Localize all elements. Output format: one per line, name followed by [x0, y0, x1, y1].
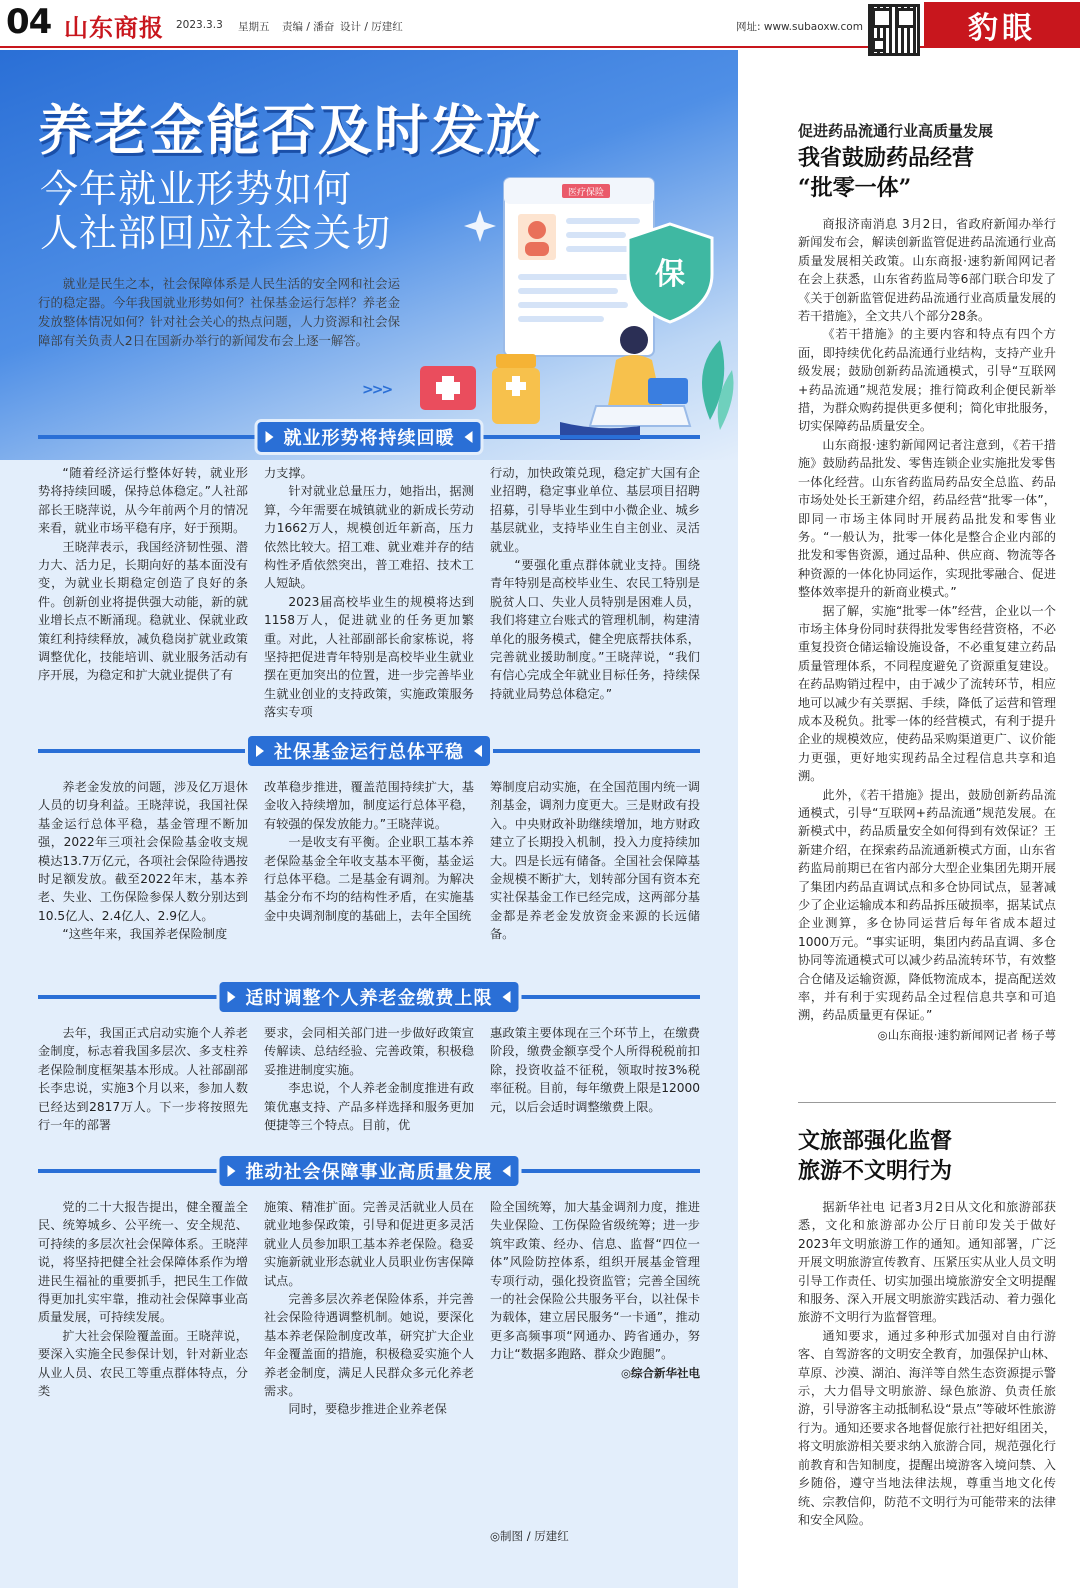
section-body-security: [38, 1198, 700, 1419]
insurance-illustration: [420, 170, 738, 450]
paragraph: 党的二十大报告提出，健全覆盖全民、统筹城乡、公平统一、安全规范、可持续的多层次社会保障体系。王晓萍说，将坚持把健全社会保障体系作为增进民生福祉的重要抓手，把民生工作做得更加扎实牢靠，推动社会保障事业高质量发展，可持续发展。: [38, 1200, 248, 1325]
column-divider: [798, 1102, 1056, 1103]
paragraph: 惠政策主要体现在三个环节上，在缴费阶段，缴费金额享受个人所得税税前扣除，投资收益不征税，领取时按3%税率征税。目前，每年缴费上限是12000元，以后会适时调整缴费上限。: [490, 1026, 700, 1114]
text-column-3: [490, 1024, 700, 1134]
paragraph: 筹制度启动实施，在全国范围内统一调剂基金，调剂力度更大。三是财政有投入。中央财政补助继续增加，地方财政建立了长期投入机制，投入力度持续加大。四是长远有储备。全国社会保障基金规模不断扩大，划转部分国有资本充实社保基金工作已经完成，这两部分基金都是养老金发放资金来源的长远储备。: [490, 780, 700, 942]
paragraph: 养老金发放的问题，涉及亿万退休人员的切身利益。王晓萍说，我国社保基金运行总体平稳，基金管理不断加强，2022年三项社会保险基金收支规模达13.7万亿元，各项社会保险待遇按时足额发放。截至2022年末，基本养老、失业、工伤保险参保人数分别达到10.5亿人、2.4亿人、2.9亿人。: [38, 780, 248, 923]
paragraph: 此外，《若干措施》提出，鼓励创新药品流通模式，引导“互联网+药品流通”规范发展。在新模式中，药品质量安全如何得到有效保证？王新建介绍，在探索药品流通新模式方面，山东省药监局前期已在省内部分大型企业集团先期开展了集团内药品直调试点和多仓协同试点，显著减少了企业运输成本和药品拆压破损率，据某试点企业测算，多仓协同运营后每年省成本超过1000万元。“事实证明，集团内药品直调、多仓协同等流通模式可以减少药品流转环节，有效整合仓储及运输资源，降低物流成本，提高配送效率，并有利于实现药品全过程信息共享和可追溯，药品质量更有保证。”: [798, 787, 1056, 1023]
paragraph: 商报济南消息 3月2日，省政府新闻办举行新闻发布会，解读创新监管促进药品流通行业高质量发展相关政策。山东商报·速豹新闻网记者在会上获悉，山东省药监局等6部门联合印发了《关于创新监管促进药品流通行业高质量发展的若干措施》，全文共八个部分28条。: [798, 217, 1056, 324]
text-column-1: [38, 778, 248, 944]
section-heading-text: 推动社会保障事业高质量发展: [245, 1162, 493, 1183]
main-subheadline-1: 今年就业形势如何: [40, 167, 353, 211]
editor-credit: 责编 / 潘奋: [282, 21, 335, 33]
section-body-fund: [38, 778, 700, 944]
text-column-1: [38, 464, 248, 722]
text-column-2: [264, 1024, 474, 1134]
section-body-pension: [38, 1024, 700, 1134]
paragraph: 一是收支有平衡。企业职工基本养老保险基金全年收支基本平衡，基金运行总体平稳。二是基金有调剂。为解决基金分布不均的结构性矛盾，在实施基金中央调剂制度的基础上，去年全国统: [264, 835, 474, 923]
page-header: [0, 0, 1080, 48]
medical-kit-icon: [420, 366, 476, 410]
paragraph: “随着经济运行整体好转，就业形势将持续回暖，保持总体稳定。”人社部部长王晓萍说，从今年前两个月的情况来看，就业市场平稳有序，好于预期。: [38, 466, 248, 536]
section-heading-pill: [258, 422, 481, 452]
paragraph: 同时，要稳步推进企业养老保: [288, 1402, 447, 1417]
hero-banner: [0, 50, 738, 460]
side-article-body: [798, 1198, 1056, 1529]
paragraph: 完善多层次养老保险体系，并完善社会保险待遇调整机制。她说，要深化基本养老保险制度改革，研究扩大企业年金覆盖面的措施，积极稳妥实施个人养老金制度，满足人民群众多元化养老需求。: [264, 1292, 474, 1399]
paragraph: 改革稳步推进，覆盖范围持续扩大，基金收入持续增加，制度运行总体平稳，有较强的保发放能力。”王晓萍说。: [264, 780, 474, 831]
section-heading-text: 就业形势将持续回暖: [283, 428, 455, 449]
insurance-label: 医疗保险: [567, 188, 605, 198]
side-article-body: [798, 215, 1056, 1025]
main-article: [0, 50, 738, 1588]
designer-credit: 设计 / 厉建红: [340, 21, 403, 33]
paragraph: “要强化重点群体就业支持。围绕青年特别是高校毕业生、农民工特别是脱贫人口、失业人员特别是困难人员，我们将建立台账式的管理机制，构建清单化的服务模式，健全兜底帮扶体系，完善就业援助制度。”王晓萍说，“我们有信心完成全年就业目标任务，持续保持就业局势总体稳定。”: [490, 558, 700, 701]
text-column-2: [264, 464, 474, 722]
side-article-title-1: 文旅部强化监督: [798, 1128, 953, 1154]
paragraph: 据了解，实施“批零一体”经营，企业以一个市场主体身份同时获得批发零售经营资格，不必重复投资仓储运输设施设备，不必重复建立药品质量管理体系，不同程度避免了资源重复建设。在药品购销过程中，由于减少了流转环节，相应地可以减少有关票据、手续，降低了运营和管理成本及税负。批零一体的经营模式，有利于提升企业的规模效应，使药品采购渠道更广、议价能力更强，更好地实现药品全过程信息共享和追溯。: [798, 603, 1056, 784]
paragraph: 险全国统筹，加大基金调剂力度，推进失业保险、工伤保险省级统筹；进一步筑牢政策、经办、信息、监督“四位一体”风险防控体系，组织开展基金管理专项行动，强化投资监管；完善全国统一的社会保险公共服务平台，以社保卡为载体，建立居民服务“一卡通”，推动更多高频事项“网通办、跨省通办，努力让“数据多跑路、群众少跑腿”。: [490, 1200, 700, 1362]
side-article-title-2: 旅游不文明行为: [798, 1158, 953, 1184]
section-heading-security: [38, 1156, 700, 1186]
issue-date: 2023.3.3: [176, 19, 223, 31]
arrow-decoration-icon: >>>: [362, 382, 392, 398]
paragraph: 2023届高校毕业生的规模将达到1158万人，促进就业的任务更加繁重。对此，人社部副部长俞家栋说，将坚持把促进青年特别是高校毕业生就业摆在更加突出的位置，进一步完善毕业生就业创业的支持政策，实施政策服务落实专项: [264, 594, 474, 720]
website-url: 网址: www.subaoxw.com: [736, 21, 863, 33]
section-heading-text: 社保基金运行总体平稳: [274, 742, 464, 763]
section-heading-employment: [38, 422, 700, 452]
column-tag-label: 豹眼: [968, 11, 1036, 46]
main-subheadline-2: 人社部回应社会关切: [40, 211, 392, 255]
source-credit: ◎综合新华社电: [620, 1365, 700, 1380]
newspaper-name: 山东商报: [64, 13, 164, 42]
issue-weekday: 星期五: [238, 21, 270, 33]
column-tag: [924, 2, 1080, 48]
sparkle-icon: [464, 210, 496, 242]
side-article-tourism: [798, 1124, 1056, 1529]
paragraph: 要求，会同相关部门进一步做好政策宣传解读、总结经验、完善政策，积极稳妥推进制度实施。: [264, 1026, 474, 1077]
page-number: 04: [6, 2, 52, 42]
paragraph: 通知要求，通过多种形式加强对自由行游客、自驾游客的文明安全教育，加强保护山林、草原、沙漠、湖泊、海洋等自然生态资源提示警示，大力倡导文明旅游、绿色旅游、负责任旅游，引导游客主动抵制私设“景点”等破坏性旅游行为。通知还要求各地督促旅行社把好组团关，将文明旅游相关要求纳入旅游合同，规范强化行前教育和告知制度，提醒出境游客入境问禁、入乡随俗，遵守当地法律法规，尊重当地文化传统、宗教信仰，防范不文明行为可能带来的法律和安全风险。: [798, 1328, 1056, 1527]
text-column-3: [490, 1198, 700, 1419]
section-heading-fund: [38, 736, 700, 766]
paragraph: 针对就业总量压力，她指出，据测算，今年需要在城镇就业的新成长劳动力1662万人，规模创近年新高，压力依然比较大。招工难、就业难并存的结构性矛盾依然突出，普工难招、技术工人短缺。: [264, 484, 474, 591]
pill-bottle-icon: [492, 354, 540, 424]
paragraph: 王晓萍表示，我国经济韧性强、潜力大、活力足，长期向好的基本面没有变，为就业长期稳定创造了良好的条件。创新创业将提供强大动能，新的就业增长点不断涌现。稳就业、保就业政策红利持续释放，减负稳岗扩就业政策调整优化，技能培训、就业服务活动有序开展，为稳定和扩大就业提供了有: [38, 539, 248, 683]
section-body-employment: [38, 464, 700, 722]
shield-badge-text: 保: [655, 257, 685, 292]
text-column-3: [490, 778, 700, 944]
text-column-2: [264, 1198, 474, 1419]
paragraph: 行动，加快政策兑现，稳定扩大国有企业招聘，稳定事业单位、基层项目招聘招募，引导毕业生到中小微企业、城乡基层就业，支持毕业生自主创业、灵活就业。: [490, 466, 700, 554]
main-headline: 养老金能否及时发放: [38, 99, 542, 162]
text-column-3: [490, 464, 700, 722]
section-heading-pill: [220, 1156, 519, 1186]
paragraph: 扩大社会保险覆盖面。王晓萍说，要深入实施全民参保计划，针对新业态从业人员、农民工等重点群体特点，分类: [38, 1328, 248, 1399]
section-heading-pill: [248, 736, 490, 766]
text-column-2: [264, 778, 474, 944]
paragraph: 《若干措施》的主要内容和特点有四个方面，即持续优化药品流通行业结构，支持产业升级发展；鼓励创新药品流通模式，引导“互联网+药品流通”规范发展；推行简政利企便民新举措，为群众购药提供更多便利；简化审批服务，切实保障药品质量安全。: [798, 327, 1056, 434]
paragraph: “这些年来，我国养老保险制度: [62, 927, 228, 942]
reporter-credit: ◎山东商报·速豹新闻网记者 杨子萼: [877, 1027, 1056, 1042]
text-column-1: [38, 1198, 248, 1419]
paragraph: 据新华社电 记者3月2日从文化和旅游部获悉，文化和旅游部办公厅日前印发关于做好2023年文明旅游工作的通知。通知部署，广泛开展文明旅游宣传教育、压紧压实从业人员文明引导工作责任、切实加强出境旅游安全文明提醒和服务、深入开展文明旅游实践活动、着力强化旅游不文明行为监督管理。: [798, 1200, 1056, 1325]
illustration-credit: ◎制图 / 厉建红: [490, 1529, 569, 1543]
side-article-kicker: 促进药品流通行业高质量发展: [798, 122, 994, 140]
paragraph: 山东商报·速豹新闻网记者注意到，《若干措施》鼓励药品批发、零售连锁企业实施批发零售一体化经营。山东省药监局药品安全总监、药品市场处处长王新建介绍，药品经营“批零一体”，即同一市场主体同时开展药品批发和零售业务。“一般认为，批零一体化是整合企业内部的批发和零售资源，通过品种、供应商、物流等各种资源的一体化协同运作，实现批零融合、促进整体效率提升的新商业模式。”: [798, 437, 1056, 600]
paragraph: 去年，我国正式启动实施个人养老金制度，标志着我国多层次、多支柱养老保险制度框架基本形成。人社部副部长李忠说，实施3个月以来，参加人数已经达到2817万人。下一步将按照先行一年的部署: [38, 1026, 248, 1133]
text-column-1: [38, 1024, 248, 1134]
qr-code-icon: [868, 4, 920, 56]
section-heading-pill: [220, 982, 519, 1012]
leaf-decoration-icon: [702, 340, 734, 430]
section-heading-pension: [38, 982, 700, 1012]
paragraph: 施策、精准扩面。完善灵活就业人员在就业地参保政策，引导和促进更多灵活就业人员参加职工基本养老保险。稳妥实施新就业形态就业人员职业伤害保障试点。: [264, 1200, 474, 1288]
section-heading-text: 适时调整个人养老金缴费上限: [245, 988, 493, 1009]
article-lead: 就业是民生之本，社会保障体系是人民生活的安全网和社会运行的稳定器。今年我国就业形势如何？社保基金运行怎样？养老金发放整体情况如何？针对社会关心的热点问题，人力资源和社会保障部有关负责人2日在国新办举行的新闻发布会上逐一解答。: [38, 276, 400, 348]
paragraph: 力支撑。: [264, 466, 313, 480]
side-article-drug: [798, 120, 1056, 1043]
side-article-title-2: “批零一体”: [798, 175, 912, 201]
paragraph: 李忠说，个人养老金制度推进有政策优惠支持、产品多样选择和服务更加便捷等三个特点。目前，优: [264, 1081, 474, 1133]
side-article-title-1: 我省鼓励药品经营: [798, 145, 975, 171]
